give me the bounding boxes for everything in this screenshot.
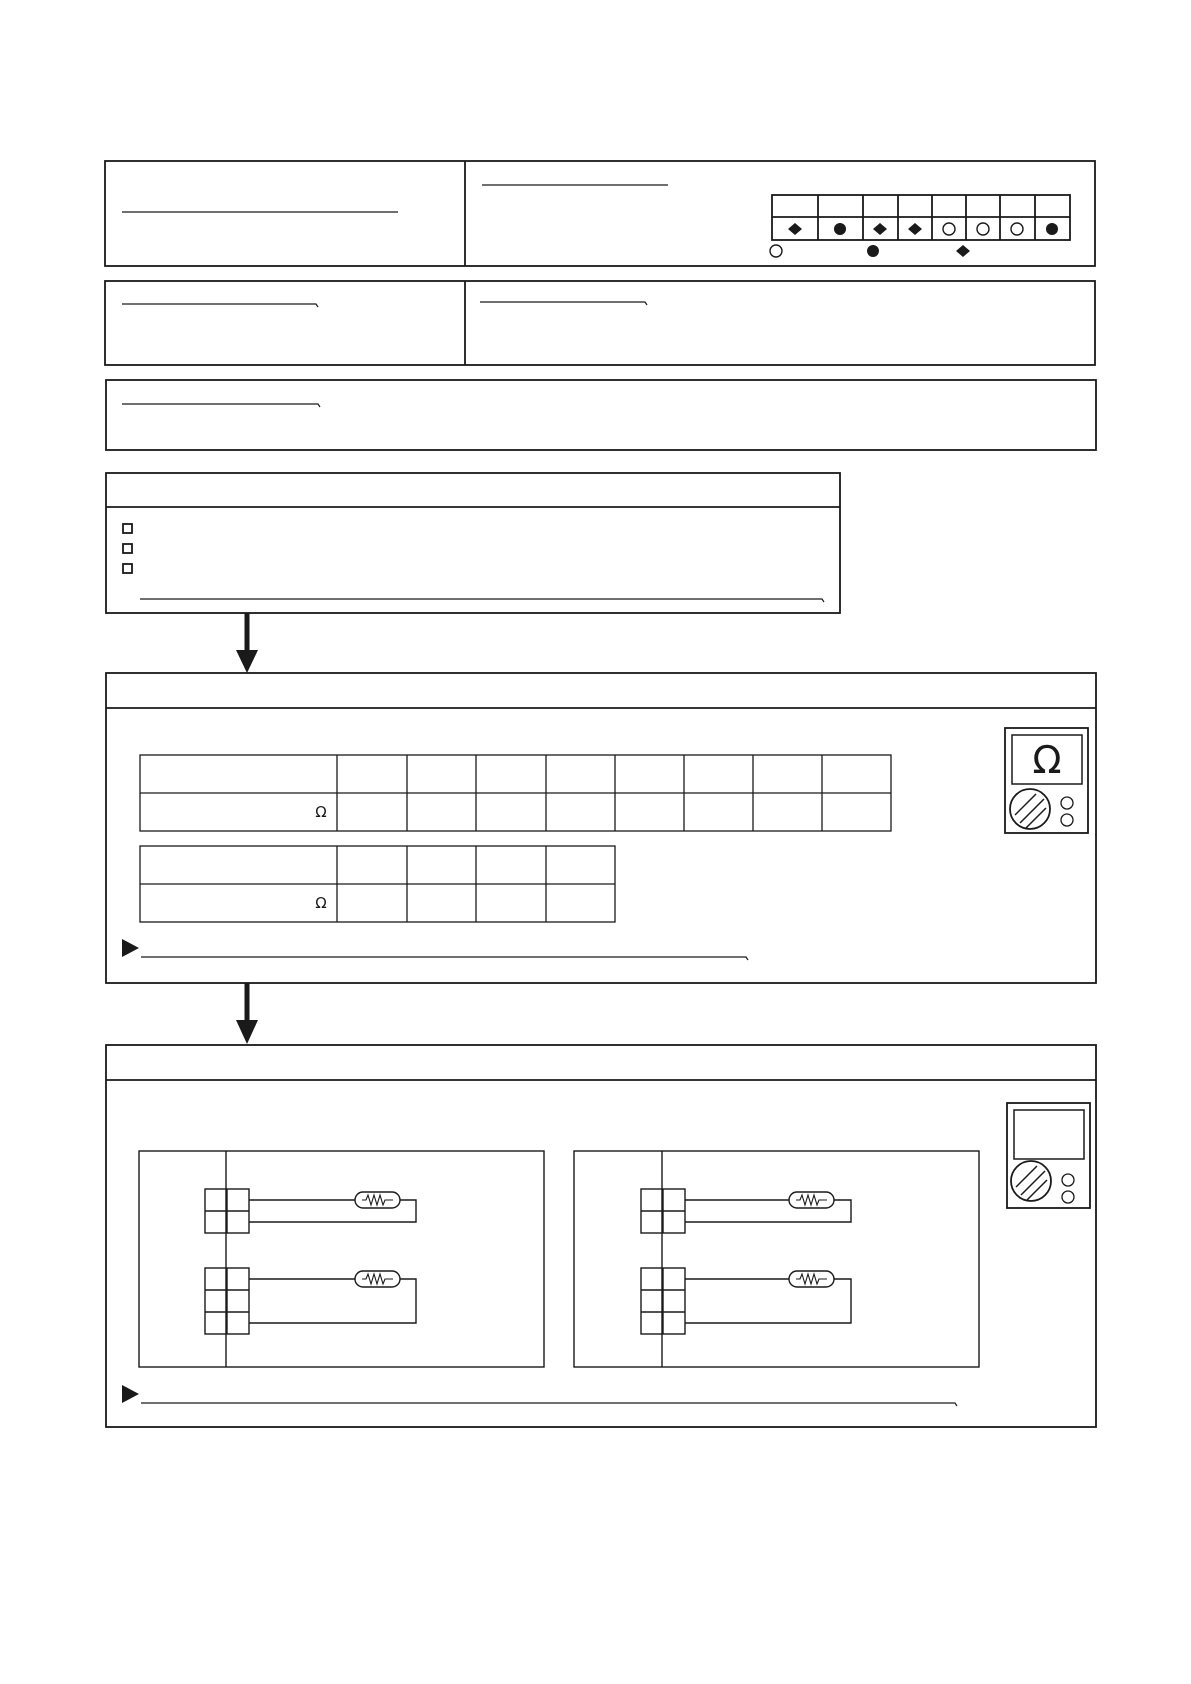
checkbox-3	[123, 564, 132, 573]
resistance-table-1	[140, 755, 891, 831]
indicator-filled-circle-icon	[1046, 223, 1058, 235]
status-indicator-grid	[772, 195, 1070, 240]
info-box-row-2	[105, 281, 1095, 365]
legend-open-circle-icon	[770, 245, 782, 257]
indicator-open-circle-icon	[977, 223, 989, 235]
indicator-open-circle-icon	[943, 223, 955, 235]
step-2-connector-box	[106, 1045, 1096, 1427]
status-indicator-marks	[788, 223, 1058, 235]
legend-diamond-icon	[956, 245, 970, 257]
ohm-unit-label: Ω	[315, 803, 327, 821]
header-box	[105, 161, 1095, 266]
thermistor-2	[789, 1271, 834, 1287]
arrow-down-head	[236, 650, 258, 673]
step-1-resistance-box	[106, 673, 1096, 983]
arrow-right	[122, 939, 139, 957]
ohm-unit-label: Ω	[315, 894, 327, 912]
check-box	[106, 473, 840, 613]
arrow-right	[122, 1385, 139, 1403]
thermistor-1	[789, 1192, 834, 1208]
wiring-diagram-right	[574, 1151, 979, 1367]
status-legend-marks	[770, 245, 970, 257]
checkbox-1	[123, 524, 132, 533]
indicator-filled-circle-icon	[834, 223, 846, 235]
arrow-down-head	[236, 1020, 258, 1044]
thermistor-2	[355, 1271, 400, 1287]
thermistor-1	[355, 1192, 400, 1208]
legend-filled-circle-icon	[867, 245, 879, 257]
indicator-diamond-icon	[788, 223, 802, 235]
info-box-row-3	[106, 380, 1096, 450]
indicator-diamond-icon	[908, 223, 922, 235]
resistance-table-2	[140, 846, 615, 922]
multimeter-ohm-display: Ω	[1032, 738, 1062, 782]
wiring-diagram-left	[139, 1151, 544, 1367]
checkbox-2	[123, 544, 132, 553]
multimeter-icon	[1007, 1103, 1090, 1208]
indicator-diamond-icon	[873, 223, 887, 235]
indicator-open-circle-icon	[1011, 223, 1023, 235]
